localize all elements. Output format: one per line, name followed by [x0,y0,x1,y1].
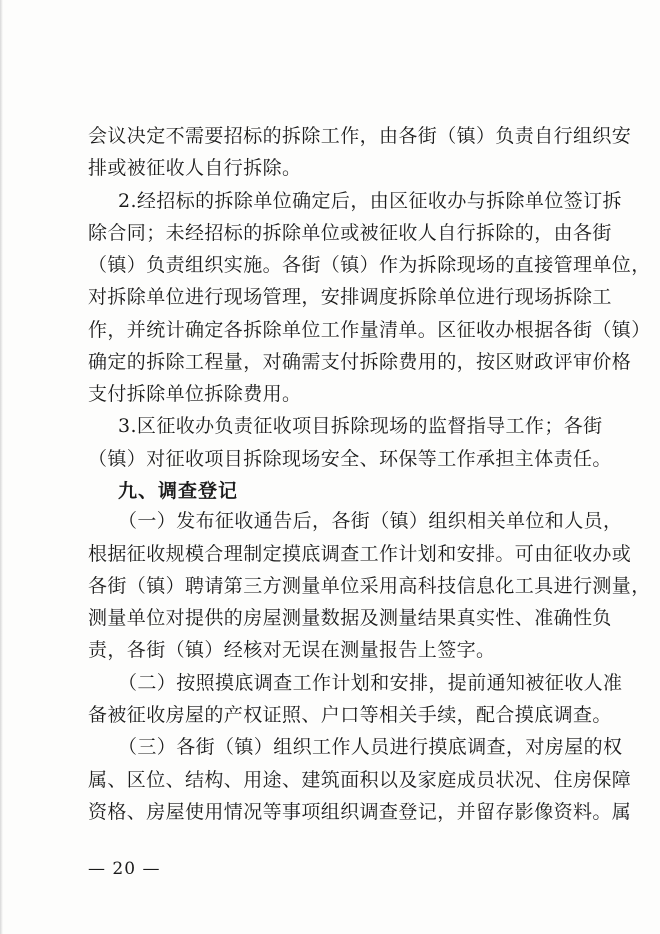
body-line-6: 对拆除单位进行现场管理，安排调度拆除单位进行现场拆除工 [88,286,612,308]
body-line-1: 会议决定不需要招标的拆除工作，由各街（镇）负责自行组织安 [88,125,632,147]
section-heading: 九、调查登记 [118,480,239,502]
body-line-5: （镇）负责组织实施。各街（镇）作为拆除现场的直接管理单位， [88,254,651,276]
body-line-15: 各街（镇）聘请第三方测量单位采用高科技信息化工具进行测量， [88,575,651,597]
body-line-21: 属、区位、结构、用途、建筑面积以及家庭成员状况、住房保障 [88,769,632,791]
body-line-4: 除合同；未经招标的拆除单位或被征收人自行拆除的，由各街 [88,222,612,244]
body-line-19: 备被征收房屋的产权证照、户口等相关手续，配合摸底调查。 [88,704,612,726]
body-line-7: 作，并统计确定各拆除单位工作量清单。区征收办根据各街（镇） [88,319,651,341]
body-line-2: 排或被征收人自行拆除。 [88,157,302,179]
body-line-9: 支付拆除单位拆除费用。 [88,383,302,405]
body-line-8: 确定的拆除工程量，对确需支付拆除费用的，按区财政评审价格 [88,351,632,373]
body-line-14: 根据征收规模合理制定摸底调查工作计划和安排。可由征收办或 [88,543,632,565]
body-line-3: 2.经招标的拆除单位确定后，由区征收办与拆除单位签订拆 [118,190,622,212]
body-line-16: 测量单位对提供的房屋测量数据及测量结果真实性、准确性负 [88,607,612,629]
page-edge-shadow [0,0,3,934]
body-line-10: 3.区征收办负责征收项目拆除现场的监督指导工作；各街 [118,415,603,437]
body-line-11: （镇）对征收项目拆除现场安全、环保等工作承担主体责任。 [88,448,612,470]
body-line-22: 资格、房屋使用情况等事项组织调查登记，并留存影像资料。属 [88,801,632,823]
body-line-20: （三）各街（镇）组织工作人员进行摸底调查，对房屋的权 [118,736,623,758]
body-line-18: （二）按照摸底调查工作计划和安排，提前通知被征收人准 [118,672,623,694]
body-line-13: （一）发布征收通告后，各街（镇）组织相关单位和人员， [118,510,623,532]
body-line-17: 责，各街（镇）经核对无误在测量报告上签字。 [88,639,496,661]
page-number: — 20 — [88,859,161,879]
